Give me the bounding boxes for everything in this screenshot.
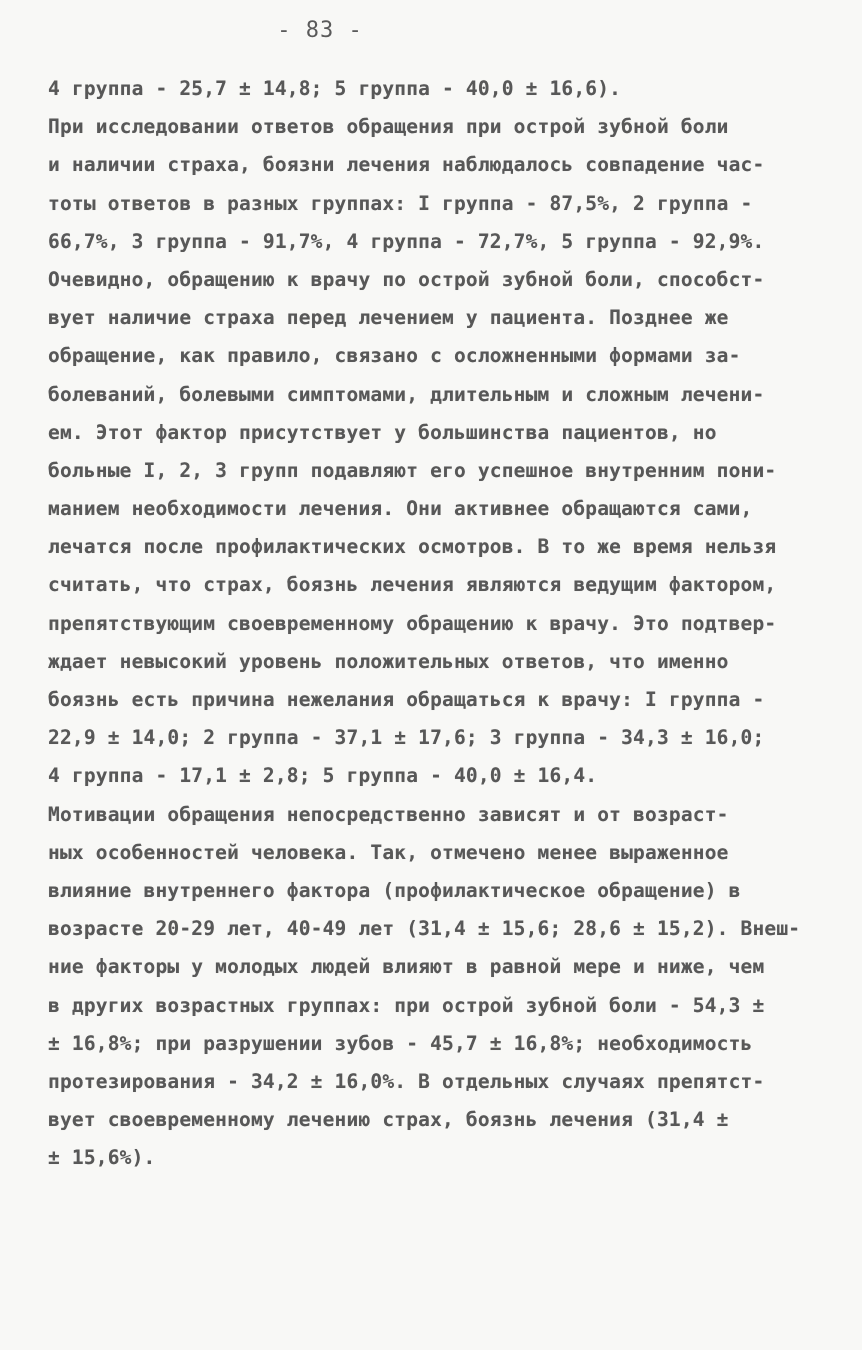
page-number: - 83 -: [277, 18, 363, 43]
text-line: 4 группа - 25,7 ± 14,8; 5 группа - 40,0 ± 16,6).: [48, 77, 622, 100]
text-line: препятствующим своевременному обращению к врачу. Это подтвер-: [48, 611, 777, 635]
text-line: в других возрастных группах: при острой зубной боли - 54,3 ±: [48, 993, 765, 1017]
text-line: влияние внутреннего фактора (профилактическое обращение) в: [48, 878, 741, 902]
text-line: ных особенностей человека. Так, отмечено менее выраженное: [48, 840, 729, 864]
text-line: ние факторы у молодых людей влияют в равной мере и ниже, чем: [48, 955, 765, 979]
text-line: ± 15,6%).: [48, 1146, 156, 1170]
text-line: больные I, 2, 3 групп подавляют его успешное внутренним пони-: [48, 458, 777, 482]
text-line: Мотивации обращения непосредственно зависят и от возраст-: [48, 802, 729, 826]
text-line: возрасте 20-29 лет, 40-49 лет (31,4 ± 15,6; 28,6 ± 15,2). Внеш-: [48, 917, 801, 941]
text-line: манием необходимости лечения. Они активнее обращаются сами,: [48, 497, 753, 521]
text-line: ± 16,8%; при разрушении зубов - 45,7 ± 16,8%; необходимость: [48, 1031, 753, 1055]
text-line: вует наличие страха перед лечением у пациента. Позднее же: [48, 306, 729, 330]
text-line: протезирования - 34,2 ± 16,0%. В отдельных случаях препятст-: [48, 1069, 765, 1093]
text-line: вует своевременному лечению страх, боязнь лечения (31,4 ±: [48, 1108, 729, 1132]
text-line: 4 группа - 17,1 ± 2,8; 5 группа - 40,0 ± 16,4.: [48, 764, 598, 788]
text-line: 66,7%, 3 группа - 91,7%, 4 группа - 72,7%, 5 группа - 92,9%.: [48, 229, 765, 253]
text-line: обращение, как правило, связано с осложненными формами за-: [48, 344, 741, 368]
text-line: Очевидно, обращению к врачу по острой зубной боли, способст-: [48, 267, 765, 291]
text-line: и наличии страха, боязни лечения наблюдалось совпадение час-: [48, 153, 765, 177]
text-line: 22,9 ± 14,0; 2 группа - 37,1 ± 17,6; 3 группа - 34,3 ± 16,0;: [48, 726, 765, 750]
text-line: болеваний, болевыми симптомами, длительным и сложным лечени-: [48, 382, 765, 406]
text-line: ем. Этот фактор присутствует у большинства пациентов, но: [48, 420, 717, 444]
body-text: [48, 70, 808, 1177]
text-line: считать, что страх, боязнь лечения являются ведущим фактором,: [48, 573, 777, 597]
text-line: лечатся после профилактических осмотров. В то же время нельзя: [48, 535, 777, 559]
text-line: тоты ответов в разных группах: I группа - 87,5%, 2 группа -: [48, 191, 753, 215]
text-line: боязнь есть причина нежелания обращаться к врачу: I группа -: [48, 688, 765, 711]
text-line: ждает невысокий уровень положительных ответов, что именно: [48, 649, 729, 673]
text-line: При исследовании ответов обращения при острой зубной боли: [48, 115, 729, 139]
